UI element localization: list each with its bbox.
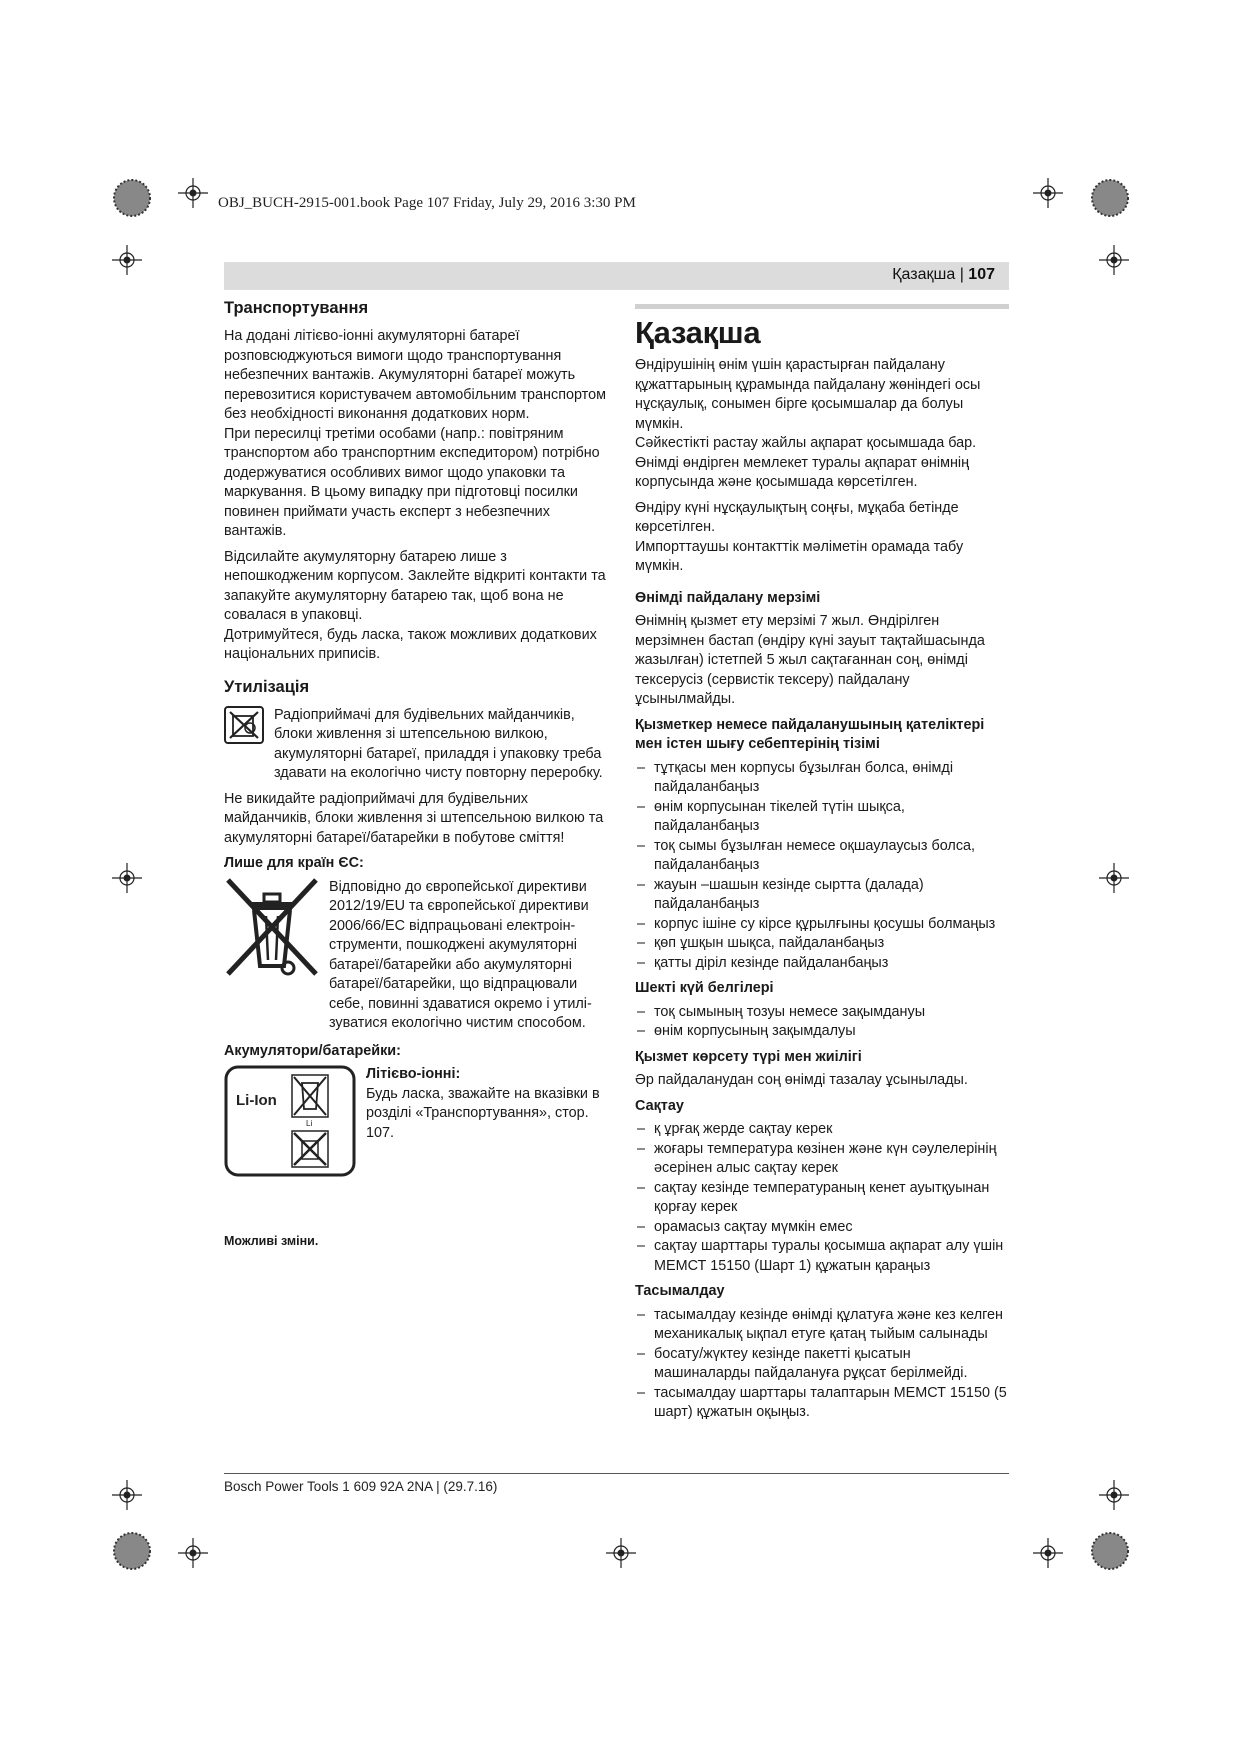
intro-paragraph-3: Өнімді өндірген мемлекет туралы ақпарат өнімнің корпусында және қосымшада көрсетілген. xyxy=(635,454,970,490)
language-title: Қазақша xyxy=(635,315,761,350)
transport-kz-list xyxy=(635,1306,1009,1423)
limits-list xyxy=(635,1003,1009,1042)
footer-rule xyxy=(224,1473,1009,1474)
eu-directive-text: Відповідно до європейської директиви 2012/19/EU та європейської директиви 2006/66/EC відпрацьовані електроін-струменти, пошкоджені акумуляторні батареї/батарейки або акумуляторні батареї/батарейки, що відпрацювали себе, повинні здаватися окремо і утилі-зуватися екологічно чистим способом. xyxy=(329,878,592,1031)
subject-to-change: Можливі зміни. xyxy=(224,1233,319,1248)
header-label: Қазақша | 107 xyxy=(892,266,995,283)
registration-mark-icon xyxy=(112,245,142,275)
crossed-bin-icon xyxy=(224,878,329,989)
list-item: – тұтқасы мен корпусы бұзылған болса, өнімді пайдаланбаңыз xyxy=(635,759,1009,798)
eu-only-title: Лише для країн ЄС: xyxy=(224,855,364,871)
liion-text: Будь ласка, зважайте на вказівки в розділі «Транспортування», стор. 107. xyxy=(366,1085,600,1141)
list-item: – қ ұрғақ жерде сақтау керек xyxy=(635,1120,1009,1140)
service-text: Әр пайдаланудан соң өнімді тазалау ұсынылады. xyxy=(635,1072,968,1088)
color-target-icon xyxy=(1090,178,1130,218)
lifetime-title: Өнімді пайдалану мерзімі xyxy=(635,589,821,606)
liion-text-block xyxy=(366,1065,609,1143)
registration-mark-icon xyxy=(1033,1538,1063,1568)
lifetime-text: Өнімнің қызмет ету мерзімі 7 жыл. Өндірілген мерзімнен бастап (өндіру күні зауыт тақтайшасында жазылған) істетпей 5 жыл сақтағаннан соң, өнімді тексерусіз (сервистік тексеру) пайдалану ұсынылмайды. xyxy=(635,613,985,707)
page-footer: Bosch Power Tools 1 609 92A 2NA | (29.7.16) xyxy=(224,1479,498,1494)
intro-paragraph-2: Сәйкестікті растау жайлы ақпарат қосымшада бар. xyxy=(635,435,977,451)
list-item: – өнім корпусынан тікелей түтін шықса, пайдаланбаңыз xyxy=(635,798,1009,837)
intro-paragraph-1: Өндірушінің өнім үшін қарастырған пайдалану құжаттарының құрамында пайдалану жөніндегі осы нұсқаулық, сонымен бірге қосымшалар да болуы мүмкін. xyxy=(635,357,981,432)
section-title-transport: Транспортування xyxy=(224,299,369,317)
section-rule xyxy=(635,304,1009,309)
list-item: – тасымалдау шарттары талаптарын МЕМСТ 15150 (5 шарт) құжатын оқыңыз. xyxy=(635,1384,1009,1423)
failures-title: Қызметкер немесе пайдаланушының қателіктері мен істен шығу себептерінің тізімі xyxy=(635,716,985,752)
section-title-disposal: Утилізація xyxy=(224,677,310,696)
header-language: Қазақша xyxy=(892,266,956,283)
page-number: 107 xyxy=(968,266,995,283)
list-item: – тоқ сымы бұзылған немесе оқшаулаусыз болса, пайдаланбаңыз xyxy=(635,837,1009,876)
transport-kz-title: Тасымалдау xyxy=(635,1283,725,1299)
list-item: – орамасыз сақтау мүмкін емес xyxy=(635,1218,1009,1238)
color-target-icon xyxy=(1090,1531,1130,1571)
left-column xyxy=(224,298,609,1251)
batteries-title: Акумулятори/батарейки: xyxy=(224,1042,401,1059)
list-item: – жауын –шашын кезінде сыртта (далада) пайдаланбаңыз xyxy=(635,876,1009,915)
list-item: – сақтау кезінде температураның кенет ауытқуынан қорғау керек xyxy=(635,1179,1009,1218)
color-target-icon xyxy=(112,178,152,218)
registration-mark-icon xyxy=(1033,178,1063,208)
recycling-note xyxy=(224,706,609,784)
registration-mark-icon xyxy=(1099,863,1129,893)
registration-mark-icon xyxy=(606,1538,636,1568)
storage-list xyxy=(635,1120,1009,1276)
registration-mark-icon xyxy=(178,178,208,208)
transport-paragraph-1: На додані літієво-іонні акумуляторні батареї розповсюджуються вимоги щодо транспортування небезпечних вантажів. Акумуляторні батареї можуть перевозитися користувачем автомобільним транспортом без необхідності виконання додаткових норм. xyxy=(224,328,607,422)
list-item: – тоқ сымының тозуы немесе зақымдануы xyxy=(635,1003,1009,1023)
liion-label: Li-Ion xyxy=(236,1092,277,1109)
list-item: – сақтау шарттары туралы қосымша ақпарат алу үшін МЕМСТ 15150 (Шарт 1) құжатын қараңыз xyxy=(635,1237,1009,1276)
registration-mark-icon xyxy=(112,1480,142,1510)
list-item: – өнім корпусының зақымдалуы xyxy=(635,1022,1009,1042)
registration-mark-icon xyxy=(178,1538,208,1568)
registration-mark-icon xyxy=(112,863,142,893)
li-small-label: Li xyxy=(306,1119,313,1128)
intro-paragraph-4: Өндіру күні нұсқаулықтың соңғы, мұқаба бетінде көрсетілген. xyxy=(635,499,959,535)
liion-title: Літієво-іонні: xyxy=(366,1066,461,1082)
intro-paragraph-5: Импорттаушы контакттік мәліметін орамада табу мүмкін. xyxy=(635,538,964,574)
transport-paragraph-3: Відсилайте акумуляторну батарею лише з непошкодженим корпусом. Заклейте відкриті контакти та запакуйте акумуляторну батарею так, щоб вона не совалася в упаковці. xyxy=(224,548,606,623)
recycle-symbol-icon xyxy=(224,706,270,751)
storage-title: Сақтау xyxy=(635,1097,684,1114)
liion-battery-icon xyxy=(224,1065,366,1184)
list-item: – корпус ішіне су кірсе құрылғыны қосушы болмаңыз xyxy=(635,915,1009,935)
disposal-paragraph: Не викидайте радіоприймачі для будівельних майданчиків, блоки живлення зі штепсельною вилкою та акумуляторні батареї/батарейки в побутове сміття! xyxy=(224,790,604,846)
recycling-text: Радіоприймачі для будівельних майданчиків, блоки живлення зі штепсельною вилкою, акумуляторні батареї, приладдя і упаковку треба здавати на екологічно чисту повторну переробку. xyxy=(274,706,603,781)
transport-paragraph-2: При пересилці третіми особами (напр.: повітряним транспортом або транспортним експедитором) потрібно додержуватися особливих вимог щодо упаковки та маркування. В цьому випадку при підготовці посилки повинен приймати участь експерт з небезпечних вантажів. xyxy=(224,425,600,539)
liion-note xyxy=(224,1065,609,1184)
list-item: – қөп ұшқын шықса, пайдаланбаңыз xyxy=(635,934,1009,954)
print-slug: OBJ_BUCH-2915-001.book Page 107 Friday, July 29, 2016 3:30 PM xyxy=(218,195,636,211)
list-item: – жоғары температура көзінен және күн сәулелерінің әсерінен алыс сақтау керек xyxy=(635,1140,1009,1179)
registration-mark-icon xyxy=(1099,245,1129,275)
transport-paragraph-4: Дотримуйтеся, будь ласка, також можливих додаткових національних приписів. xyxy=(224,626,597,662)
page-header xyxy=(224,262,1009,290)
list-item: – қатты діріл кезінде пайдаланбаңыз xyxy=(635,954,1009,974)
eu-note xyxy=(224,878,609,1034)
list-item: – тасымалдау кезінде өнімді құлатуға және кез келген механикалық ықпал етуге қатаң тыйым салынады xyxy=(635,1306,1009,1345)
service-title: Қызмет көрсету түрі мен жиілігі xyxy=(635,1048,862,1065)
color-target-icon xyxy=(112,1531,152,1571)
limits-title: Шекті күй белгілері xyxy=(635,980,774,996)
failures-list xyxy=(635,759,1009,974)
list-item: – босату/жүктеу кезінде пакетті қысатын машиналарды пайдалануға рұқсат берілмейді. xyxy=(635,1345,1009,1384)
right-column xyxy=(635,314,1009,1429)
registration-mark-icon xyxy=(1099,1480,1129,1510)
